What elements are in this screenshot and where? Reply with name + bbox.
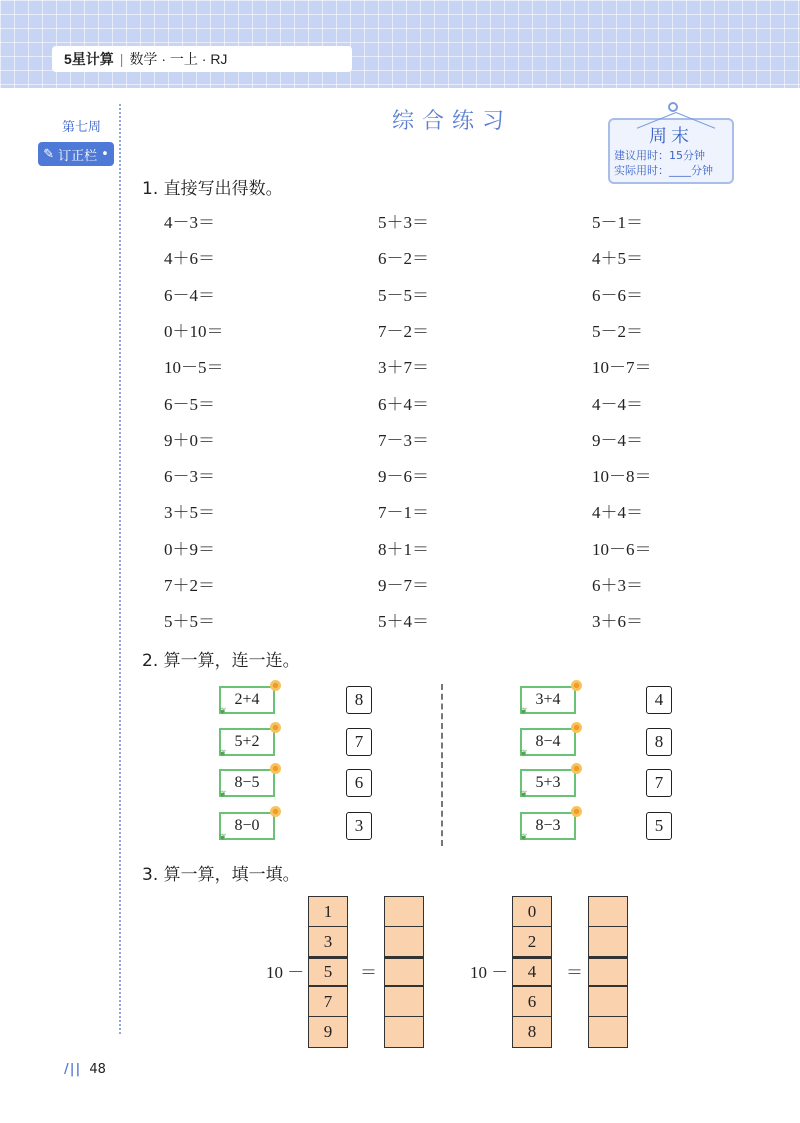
- exercise-item: 9－4＝: [592, 430, 643, 450]
- answer-cell[interactable]: [385, 957, 423, 987]
- value-cell: 1: [309, 897, 347, 927]
- fill-right-equals: ＝: [566, 963, 583, 982]
- expression-text: 2+4: [234, 691, 260, 708]
- pencil-icon: ✎: [43, 146, 55, 162]
- number-box[interactable]: 4: [646, 686, 672, 714]
- value-cell: 3: [309, 927, 347, 957]
- exercise-item: 5－5＝: [378, 285, 429, 305]
- leaf-icon: ❦: [219, 789, 227, 799]
- correction-column-tag: [38, 142, 114, 166]
- book-series: 5星计算: [64, 51, 114, 67]
- header-band: [0, 0, 800, 88]
- number-box[interactable]: 5: [646, 812, 672, 840]
- expression-box[interactable]: [520, 812, 576, 840]
- exercise-item: 6＋3＝: [592, 576, 643, 595]
- value-cell: 4: [513, 957, 551, 987]
- exercise-item: 8＋1＝: [378, 539, 429, 559]
- exercise-item: 5－1＝: [592, 213, 643, 232]
- exercise-item: 4－3＝: [164, 213, 215, 232]
- correction-label: 订正栏: [58, 148, 98, 164]
- answer-cell[interactable]: [589, 927, 627, 957]
- book-subject: 数学 · 一上 · RJ: [129, 51, 228, 67]
- leaf-icon: ❦: [520, 832, 528, 842]
- exercise-item: 9－7＝: [378, 576, 429, 595]
- section-2-heading: 2. 算一算，连一连。: [142, 651, 300, 671]
- leaf-icon: ❦: [219, 832, 227, 842]
- flower-icon: [270, 680, 281, 691]
- expression-text: 5+3: [535, 774, 561, 791]
- expression-box[interactable]: [219, 769, 275, 797]
- answer-cell[interactable]: [385, 1017, 423, 1047]
- flower-icon: [270, 763, 281, 774]
- leaf-icon: ❦: [520, 706, 528, 716]
- number-box[interactable]: 8: [646, 728, 672, 756]
- dashed-divider: [441, 684, 443, 846]
- value-cell: 5: [309, 957, 347, 987]
- flower-icon: [571, 680, 582, 691]
- answer-cell[interactable]: [385, 987, 423, 1017]
- exercise-item: 10－8＝: [592, 467, 652, 487]
- week-label: 第七周: [62, 120, 102, 135]
- exercise-item: 6＋4＝: [378, 394, 429, 414]
- time-badge: [608, 118, 734, 184]
- leaf-icon: ❦: [219, 748, 227, 758]
- value-cell: 8: [527, 1022, 537, 1041]
- leaf-icon: ❦: [520, 748, 528, 758]
- book-tag: [52, 46, 352, 72]
- number-box[interactable]: 3: [346, 812, 372, 840]
- exercise-item: 5＋5＝: [164, 612, 215, 632]
- page-number-text: 48: [89, 1062, 106, 1077]
- dot-icon: •: [101, 146, 109, 162]
- fill-right-prefix: 10 －: [470, 963, 509, 982]
- number-box[interactable]: 8: [346, 686, 372, 714]
- exercise-item: 3＋5＝: [164, 503, 215, 523]
- expression-box[interactable]: [219, 686, 275, 714]
- exercise-item: 6－2＝: [378, 249, 429, 269]
- suggested-time: 建议用时：15分钟: [614, 149, 705, 162]
- expression-text: 8−0: [234, 817, 260, 834]
- section-1-heading: 1. 直接写出得数。: [142, 179, 283, 199]
- exercise-item: 4＋6＝: [164, 249, 215, 269]
- fill-left-answers[interactable]: [384, 896, 424, 1048]
- exercise-item: 5＋3＝: [378, 213, 429, 232]
- number-box[interactable]: 7: [346, 728, 372, 756]
- exercise-item: 6－4＝: [164, 285, 215, 305]
- flower-icon: [571, 763, 582, 774]
- exercise-item: 7－3＝: [378, 430, 429, 450]
- flower-icon: [270, 806, 281, 817]
- expression-box[interactable]: [219, 728, 275, 756]
- value-cell: 9: [323, 1022, 333, 1041]
- exercise-item: 6－6＝: [592, 285, 643, 305]
- flower-icon: [571, 806, 582, 817]
- number-box[interactable]: 7: [646, 769, 672, 797]
- answer-cell[interactable]: [589, 1017, 627, 1047]
- exercise-item: 10－5＝: [164, 358, 224, 378]
- expression-text: 5+2: [234, 733, 260, 750]
- expression-box[interactable]: [520, 728, 576, 756]
- fill-right-values: [512, 896, 552, 1048]
- flower-icon: [571, 722, 582, 733]
- expression-text: 8−5: [234, 774, 260, 791]
- exercise-item: 4－4＝: [592, 394, 643, 414]
- value-cell: 6: [513, 987, 551, 1017]
- exercise-item: 0＋10＝: [164, 321, 224, 341]
- value-cell: 7: [309, 987, 347, 1017]
- answer-cell[interactable]: [589, 957, 627, 987]
- page-number: [64, 1062, 106, 1077]
- expression-box[interactable]: [520, 686, 576, 714]
- exercise-item: 6－5＝: [164, 394, 215, 414]
- value-cell: 0: [513, 897, 551, 927]
- answer-cell[interactable]: [589, 987, 627, 1017]
- page-title: 综合练习: [392, 109, 513, 134]
- leaf-icon: ❦: [219, 706, 227, 716]
- exercise-item: 5－2＝: [592, 321, 643, 341]
- flower-icon: [270, 722, 281, 733]
- expression-text: 8−4: [535, 733, 561, 750]
- value-cell: 2: [513, 927, 551, 957]
- exercise-item: 3＋7＝: [378, 358, 429, 378]
- answer-cell[interactable]: [385, 927, 423, 957]
- expression-box[interactable]: [520, 769, 576, 797]
- margin-divider: [119, 104, 121, 1034]
- exercise-item: 4＋4＝: [592, 503, 643, 523]
- expression-box[interactable]: [219, 812, 275, 840]
- exercise-item: 6－3＝: [164, 467, 215, 487]
- exercise-item: 10－7＝: [592, 358, 652, 378]
- fill-right-answers[interactable]: [588, 896, 628, 1048]
- exercise-item: 0＋9＝: [164, 539, 215, 559]
- pin-icon: [668, 102, 678, 112]
- exercise-item: 10－6＝: [592, 539, 652, 559]
- expression-text: 3+4: [535, 691, 561, 708]
- exercise-item: 9＋0＝: [164, 430, 215, 450]
- number-box[interactable]: 6: [346, 769, 372, 797]
- exercise-item: 7＋2＝: [164, 576, 215, 595]
- separator: |: [119, 51, 124, 67]
- fill-left-equals: ＝: [360, 963, 377, 982]
- exercise-item: 9－6＝: [378, 467, 429, 487]
- actual-time: 实际用时：____分钟: [614, 164, 713, 177]
- exercise-item: 5＋4＝: [378, 612, 429, 632]
- answer-cell[interactable]: [385, 897, 423, 927]
- section-3-heading: 3. 算一算，填一填。: [142, 865, 300, 885]
- leaf-icon: ❦: [520, 789, 528, 799]
- exercise-item: 4＋5＝: [592, 249, 643, 269]
- expression-text: 8−3: [535, 817, 561, 834]
- answer-cell[interactable]: [589, 897, 627, 927]
- exercise-item: 7－1＝: [378, 503, 429, 523]
- book-stack-icon: /||: [64, 1062, 82, 1077]
- fill-left-prefix: 10 －: [266, 963, 305, 982]
- badge-title: 周末: [649, 126, 693, 147]
- exercise-item: 7－2＝: [378, 321, 429, 341]
- fill-left-values: [308, 896, 348, 1048]
- exercise-item: 3＋6＝: [592, 612, 643, 632]
